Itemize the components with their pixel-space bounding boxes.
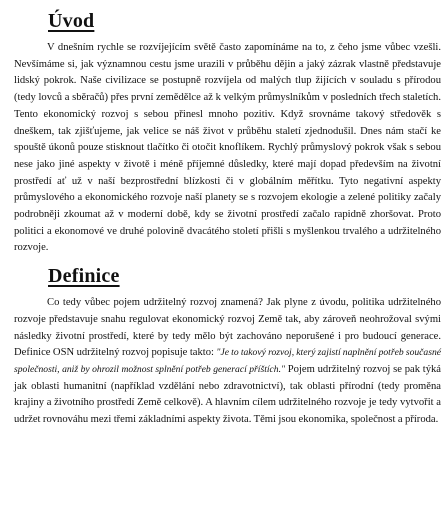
paragraph-definice	[14, 295, 441, 429]
paragraph-uvod: V dnešním rychle se rozvíjejícím světě často zapomínáme na to, z čeho jsme vůbec vzešli. Nevšímáme si, jak významnou cestu jsme urazili v průběhu dějin a jaký zázrak vlastně představuje lidský pokrok. Naše civilizace se postupně rozvíjela od malých tlup žijících v souladu s přírodou (tedy lovců a sběračů) přes první zemědělce až k velkým průmyslníkům v posledních třech staletích. Tento ekonomický rozvoj s sebou přinesl mnoho pozitiv. Když srovnáme takový středověk s dneškem, tak zjišťujeme, jak velice se náš život v průběhu staletí zjednodušil. Dnes nám stačí ke spouště úkonů pouze stisknout tlačítko či otočit knoflíkem. Rychlý průmyslový pokrok však s sebou nese jako jiné aspekty v životě i méně příjemné důsledky, které mají dopad především na životní prostředí ať už v naší bezprostřední blízkosti či v globálním měřítku. Tyto negativní aspekty průmyslového a ekonomického rozvoje naší planety se s rozvojem ekologie a zelené politiky začaly podrobněji zkoumat až v moderní době, kdy se životní prostředí začalo rapidně zhoršovat. Proto politici a ekonomové ve druhé polovině dvacátého století přišli s myšlenkou trvalého a udržitelného rozvoje.	[14, 42, 441, 254]
heading-uvod: Úvod	[48, 10, 95, 32]
paragraph-definice-rest: Pojem udržitelný rozvoj se pak týká jak oblasti humanitní (například vzdělání nebo zdravotnictví), tak oblasti přírodní (tedy proměna krajiny a životního prostředí Země celkově). A hlavním cílem udržitelného rozvoje je tedy vytvořit a udržet rovnováhu mezi třemi základními aspekty života. Těmi jsou ekonomika, společnost a příroda.	[14, 363, 441, 426]
heading-definice: Definice	[48, 265, 120, 288]
osn-definition-quote: "Je to takový rozvoj, který zajistí naplnění potřeb současné společnosti, aniž by ohrozil možnost splnění potřeb generací příštích."	[14, 347, 442, 375]
paragraph-definice-intro: Co tedy vůbec pojem udržitelný rozvoj znamená? Jak plyne z úvodu, politika udržitelného rozvoje představuje snahu regulovat ekonomický rozvoj Země tak, aby zároveň neohrožoval svými následky životní prostředí, které by tedy mělo být zachováno neporušené i pro budoucí generace. Definice OSN udržitelný rozvoj popisuje takto:	[14, 297, 441, 359]
